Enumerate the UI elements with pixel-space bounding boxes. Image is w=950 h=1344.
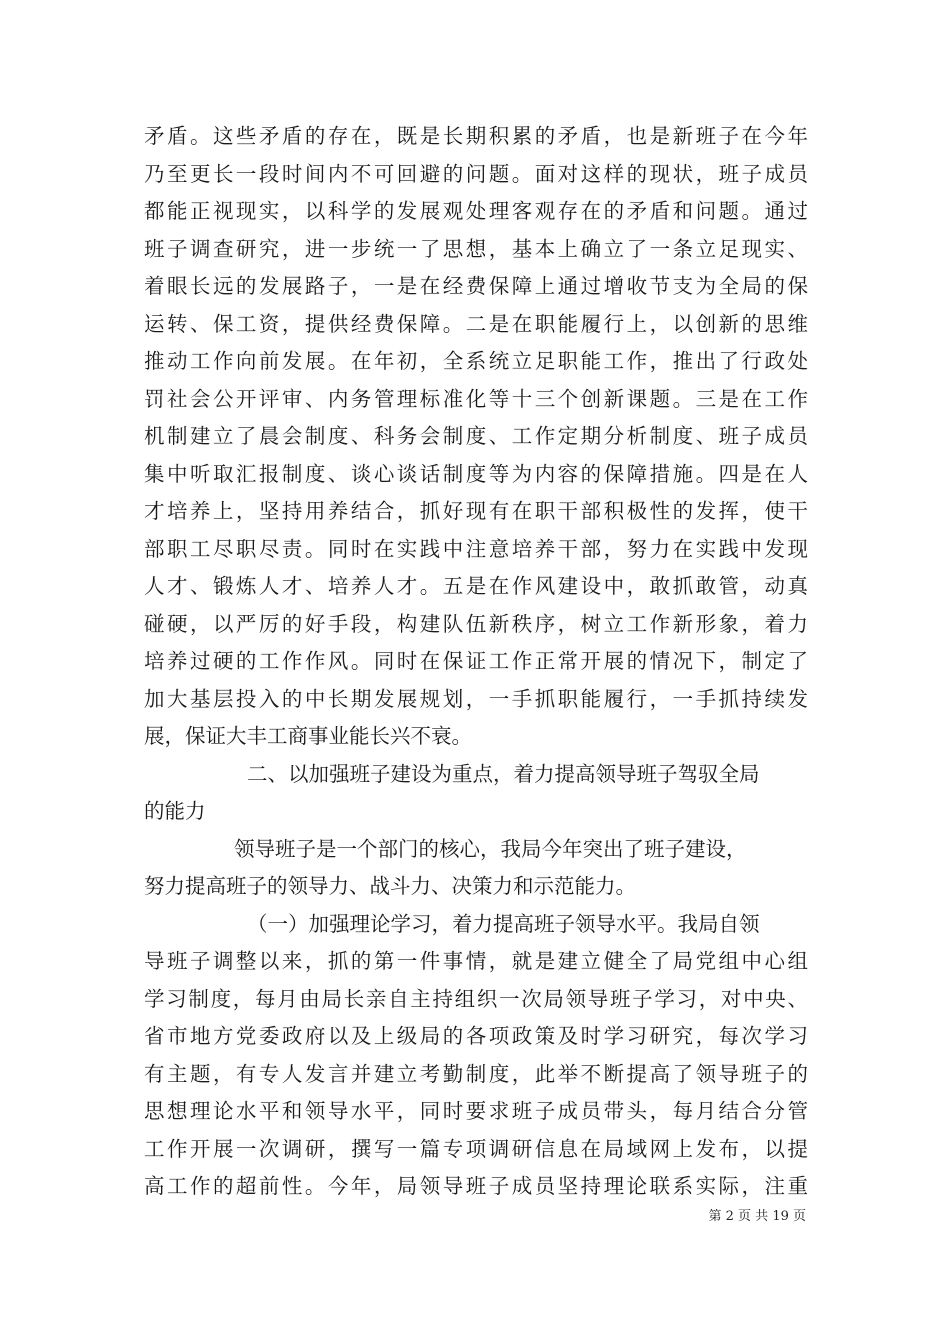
text-line: 省市地方党委政府以及上级局的各项政策及时学习研究，每次学习 <box>144 1024 808 1048</box>
text-line: 领导班子是一个部门的核心，我局今年突出了班子建设， <box>234 836 747 861</box>
section-heading-continuation: 的能力 <box>144 799 206 823</box>
text-line: 才培养上，坚持用养结合，抓好现有在职干部积极性的发挥，使干 <box>144 499 808 523</box>
text-line: 罚社会公开评审、内务管理标准化等十三个创新课题。三是在工作 <box>144 386 808 411</box>
text-line: 都能正视现实，以科学的发展观处理客观存在的矛盾和问题。通过 <box>144 199 808 223</box>
text-line: 人才、锻炼人才、培养人才。五是在作风建设中，敢抓敢管，动真 <box>144 574 808 598</box>
text-line: 推动工作向前发展。在年初，全系统立足职能工作，推出了行政处 <box>144 349 808 373</box>
text-line: 加大基层投入的中长期发展规划，一手抓职能履行，一手抓持续发 <box>144 686 808 711</box>
text-line: 工作开展一次调研，撰写一篇专项调研信息在局域网上发布，以提 <box>144 1136 808 1161</box>
text-line: 思想理论水平和领导水平，同时要求班子成员带头，每月结合分管 <box>144 1099 808 1123</box>
text-line: 着眼长远的发展路子，一是在经费保障上通过增收节支为全局的保 <box>144 274 808 298</box>
text-line: 运转、保工资，提供经费保障。二是在职能履行上，以创新的思维 <box>144 311 808 336</box>
text-line: 展，保证大丰工商事业能长兴不衰。 <box>144 724 472 748</box>
text-line: 班子调查研究，进一步统一了思想，基本上确立了一条立足现实、 <box>144 236 808 261</box>
text-line: 有主题，有专人发言并建立考勤制度，此举不断提高了领导班子的 <box>144 1061 808 1086</box>
text-line: 高工作的超前性。今年，局领导班子成员坚持理论联系实际，注重 <box>144 1174 808 1198</box>
section-heading: 二、以加强班子建设为重点，着力提高领导班子驾驭全局 <box>247 761 760 786</box>
document-body <box>144 118 808 1206</box>
subsection-heading: （一）加强理论学习，着力提高班子领导水平。我局自领 <box>247 911 760 936</box>
page-number: 第 2 页 共 19 页 <box>708 1209 806 1224</box>
text-line: 培养过硬的工作作风。同时在保证工作正常开展的情况下，制定了 <box>144 649 808 673</box>
text-line: 学习制度，每月由局长亲自主持组织一次局领导班子学习，对中央、 <box>144 986 808 1011</box>
text-line: 集中听取汇报制度、谈心谈话制度等为内容的保障措施。四是在人 <box>144 461 808 486</box>
text-line: 导班子调整以来，抓的第一件事情，就是建立健全了局党组中心组 <box>144 949 808 973</box>
text-line: 乃至更长一段时间内不可回避的问题。面对这样的现状，班子成员 <box>144 161 808 186</box>
text-line: 部职工尽职尽责。同时在实践中注意培养干部，努力在实践中发现 <box>144 536 808 561</box>
text-line: 矛盾。这些矛盾的存在，既是长期积累的矛盾，也是新班子在今年 <box>144 124 808 148</box>
text-line: 碰硬，以严厉的好手段，构建队伍新秩序，树立工作新形象，着力 <box>144 611 808 636</box>
text-line: 努力提高班子的领导力、战斗力、决策力和示范能力。 <box>144 874 636 898</box>
text-line: 机制建立了晨会制度、科务会制度、工作定期分析制度、班子成员 <box>144 424 808 448</box>
